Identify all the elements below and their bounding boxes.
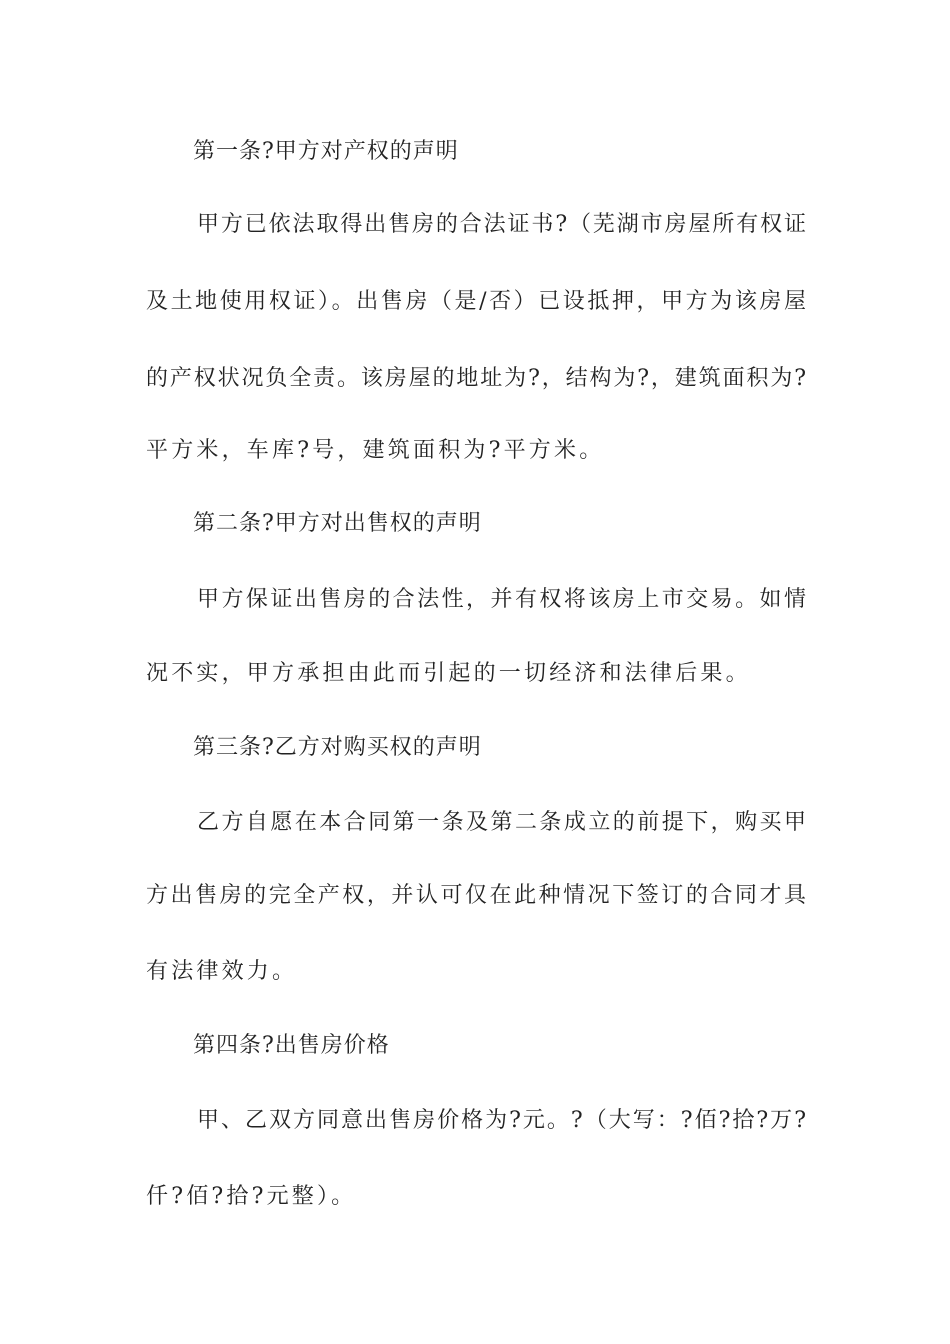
article-4-title: 第四条?出售房价格 [193, 1033, 390, 1058]
article-1-line-4: 平方米，车库?号，建筑面积为?平方米。 [146, 438, 605, 463]
article-1-line-2: 及土地使用权证）。出售房（是/否）已设抵押，甲方为该房屋 [146, 289, 806, 314]
article-1-line-1: 甲方已依法取得出售房的合法证书?（芜湖市房屋所有权证 [197, 212, 806, 237]
article-3-line-2: 方出售房的完全产权，并认可仅在此种情况下签订的合同才具 [146, 883, 806, 908]
article-3-line-3: 有法律效力。 [146, 959, 298, 984]
article-3-line-1: 乙方自愿在本合同第一条及第二条成立的前提下，购买甲 [197, 810, 806, 835]
article-3-title: 第三条?乙方对购买权的声明 [193, 735, 482, 760]
article-1-title: 第一条?甲方对产权的声明 [193, 139, 459, 164]
article-4-line-2: 仟?佰?拾?元整）。 [146, 1184, 357, 1209]
article-4-line-1: 甲、乙双方同意出售房价格为?元。?（大写：?佰?拾?万? [197, 1108, 806, 1133]
article-2-title: 第二条?甲方对出售权的声明 [193, 511, 482, 536]
article-2-line-1: 甲方保证出售房的合法性，并有权将该房上市交易。如情 [197, 587, 806, 612]
article-2-line-2: 况不实，甲方承担由此而引起的一切经济和法律后果。 [146, 661, 751, 686]
article-1-line-3: 的产权状况负全责。该房屋的地址为?，结构为?，建筑面积为? [146, 366, 806, 391]
